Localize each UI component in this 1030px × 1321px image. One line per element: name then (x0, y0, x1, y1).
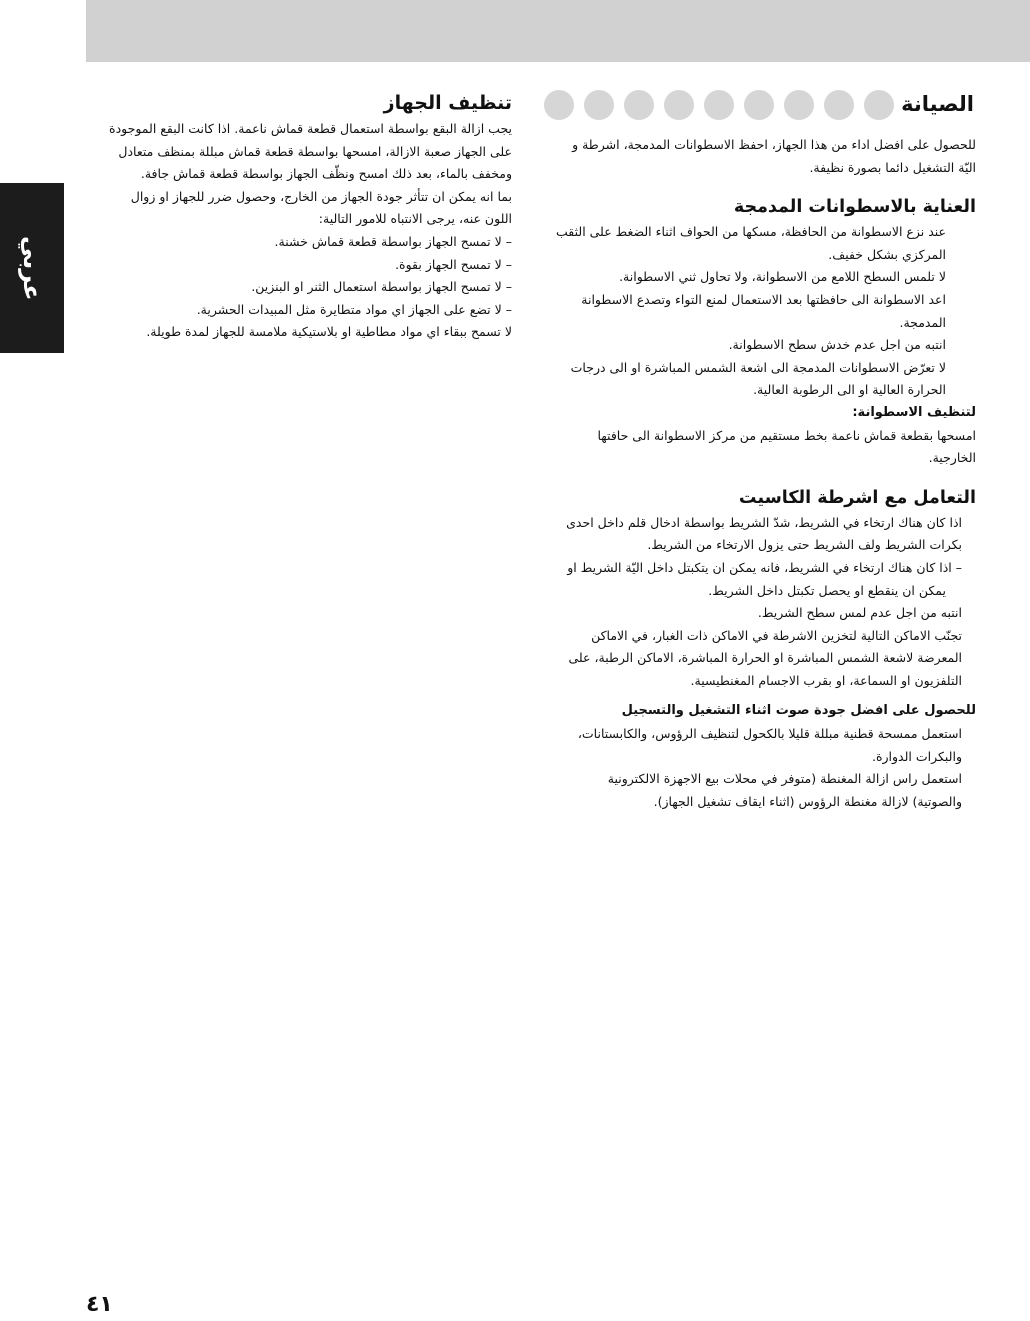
cd-care-line: انتبه من اجل عدم خدش سطح الاسطوانة. (728, 337, 946, 353)
unit-cleaning-line: – لا تمسح الجهاز بواسطة قطعة قماش خشنة. (274, 233, 512, 249)
cassette-line: انتبه من اجل عدم لمس سطح الشريط. (757, 605, 962, 621)
intro-line: اليّة التشغيل دائما بصورة نظيفة. (809, 159, 976, 175)
page-number: ٤١ (86, 1292, 113, 1317)
cassette-line: تجنّب الاماكن التالية لتخزين الاشرطة في الاماكن ذات الغبار، في الاماكن (591, 627, 962, 643)
left-column (86, 88, 512, 344)
unit-cleaning-line: بما انه يمكن ان تتأثر جودة الجهاز من الخارج، وحصول ضرر للجهاز او زوال (130, 188, 512, 204)
cassette-line: بكرات الشريط ولف الشريط حتى يزول الارتخاء من الشريط. (647, 537, 962, 553)
cd-care-line: لا تلمس السطح اللامع من الاسطوانة، ولا تحاول ثني الاسطوانة. (619, 269, 946, 285)
header-bar (86, 0, 1030, 62)
sound-quality-line: والصوتية) لازالة مغنطة الرؤوس (اثناء ايقاف تشغيل الجهاز). (653, 793, 962, 809)
language-tab (0, 183, 64, 353)
cassette-line: – اذا كان هناك ارتخاء في الشريط، فانه يمكن ان يتكبتل داخل اليّة الشريط او (567, 559, 962, 575)
sound-quality-line: والبكرات الدوارة. (871, 748, 962, 764)
cassette-line: المعرضة لاشعة الشمس المباشرة او الحرارة المباشرة، الاماكن الرطبة، على (568, 650, 962, 666)
cd-cleaning-line: امسحها بقطعة قماش ناعمة بخط مستقيم من مركز الاسطوانة الى حافتها (597, 427, 976, 443)
intro-line: للحصول على افضل اداء من هذا الجهاز، احفظ الاسطوانات المدمجة، اشرطة و (572, 137, 976, 152)
sound-quality-subheading: للحصول على افضل جودة صوت اثناء التشغيل والتسجيل (621, 703, 976, 719)
cd-care-line: الحرارة العالية او الى الرطوبة العالية. (753, 382, 946, 398)
cd-care-line: المدمجة. (899, 314, 946, 330)
unit-cleaning-heading: تنظيف الجهاز (383, 92, 512, 114)
cd-care-heading: العناية بالاسطوانات المدمجة (733, 197, 976, 218)
language-tab-label: عربي (18, 235, 46, 301)
page-title: الصيانة (901, 92, 974, 116)
sound-quality-line: استعمل ممسحة قطنية مبللة قليلا بالكحول لتنظيف الرؤوس، والكابستانات، (577, 726, 962, 742)
cd-care-line: لا تعرّض الاسطوانات المدمجة الى اشعة الشمس المباشرة او الى درجات (570, 359, 946, 375)
unit-cleaning-line: ومخفف بالماء، بعد ذلك امسح ونظّف الجهاز بواسطة قطعة قماش جافة. (140, 166, 512, 182)
cassette-line: اذا كان هناك ارتخاء في الشريط، شدّ الشريط بواسطة ادخال قلم داخل احدى (566, 514, 962, 530)
unit-cleaning-line: – لا تمسح الجهاز بواسطة استعمال الثنر او البنزين. (251, 279, 512, 295)
cd-cleaning-subheading: لتنظيف الاسطوانة: (852, 404, 976, 420)
sound-quality-line: استعمل راس ازالة المغنطة (متوفر في محلات بيع الاجهزة الالكترونية (607, 771, 962, 787)
unit-cleaning-line: يجب ازالة البقع بواسطة استعمال قطعة قماش ناعمة. اذا كانت البقع الموجودة (109, 121, 512, 136)
unit-cleaning-line: لا تسمح ببقاء اي مواد مطاطية او بلاستيكية ملامسة للجهاز لمدة طويلة. (146, 324, 512, 340)
cd-care-line: عند نزع الاسطوانة من الحافظة، مسكها من الحواف اثناء الضغط على الثقب (556, 224, 946, 240)
cd-care-line: اعد الاسطوانة الى حافظتها بعد الاستعمال لمنع التواء وتصدع الاسطوانة (581, 291, 946, 307)
cassette-heading: التعامل مع اشرطة الكاسيت (738, 487, 976, 508)
unit-cleaning-line: على الجهاز صعبة الازالة، امسحها بواسطة قطعة قماش مبللة بمنظف متعادل (118, 143, 512, 159)
unit-cleaning-line: اللون عنه، يرجى الانتباه للامور التالية: (318, 211, 512, 227)
right-column (540, 88, 976, 813)
unit-cleaning-line: – لا تضع على الجهاز اي مواد متطايرة مثل المبيدات الحشرية. (196, 301, 512, 317)
cd-care-line: المركزي بشكل خفيف. (828, 246, 946, 262)
cassette-line: التلفزيون او السماعة، او بقرب الاجسام المغنطيسية. (690, 672, 962, 688)
cassette-line: يمكن ان ينقطع او يحصل تكبتل داخل الشريط. (708, 582, 946, 598)
unit-cleaning-line: – لا تمسح الجهاز بقوة. (395, 256, 512, 272)
cd-cleaning-line: الخارجية. (928, 450, 976, 466)
